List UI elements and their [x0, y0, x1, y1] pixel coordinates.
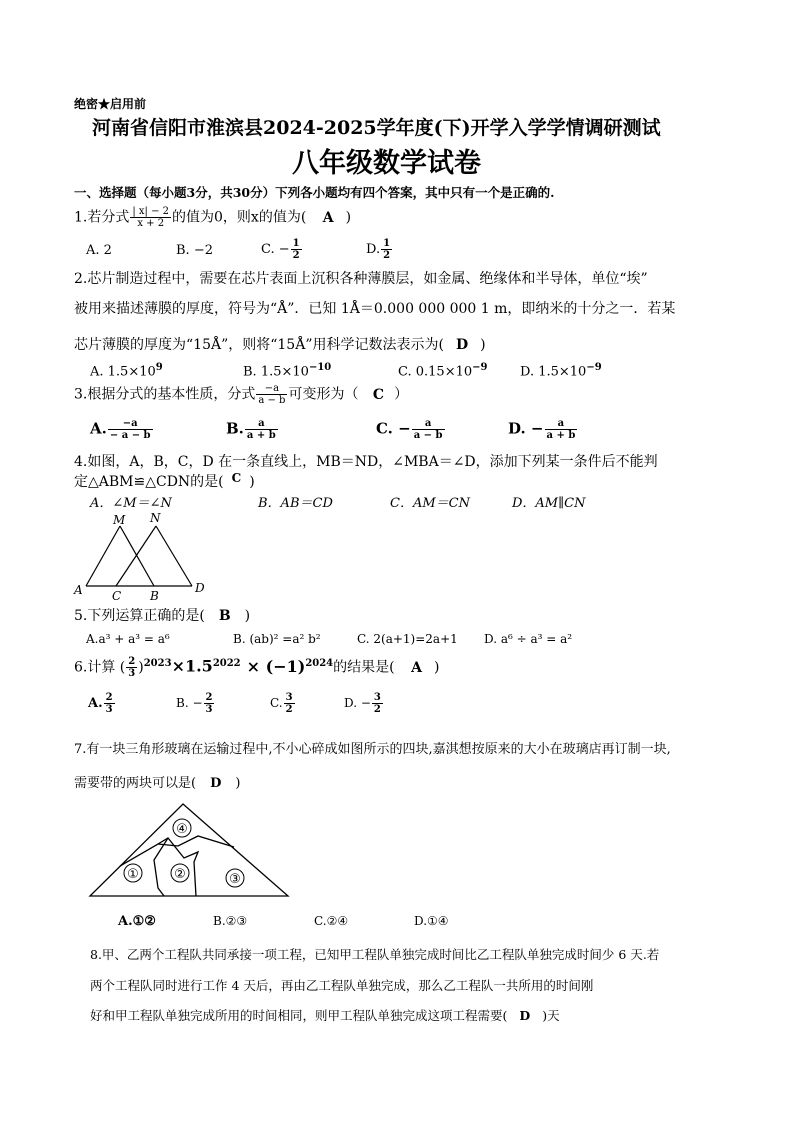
piece-2-label: ② — [174, 867, 186, 882]
q2-option-a[interactable]: A. $1.5\times 10^9$ — [90, 362, 163, 380]
question-2-line1: 2.芯片制造过程中，需要在芯片表面上沉积各种薄膜层，如金属、绝缘体和半导体，单位“埃” — [74, 271, 648, 287]
q4-option-b[interactable]: B．AB＝CD — [258, 496, 333, 511]
q5-option-d[interactable]: D. a⁶ ÷ a³ = a² — [484, 632, 573, 646]
piece-4-label: ④ — [176, 822, 188, 837]
exam-title: 河南省信阳市淮滨县2024-2025学年度(下)开学入学学情调研测试 — [92, 117, 661, 139]
q7-option-a[interactable]: A.①② — [118, 914, 156, 929]
q4-option-d[interactable]: D．AM∥CN — [512, 496, 586, 511]
question-4-line2: 定△ABM≌△CDN的是( C ) — [74, 471, 255, 490]
q5-option-c[interactable]: C. 2(a+1)=2a+1 — [357, 632, 458, 646]
q3-option-b[interactable]: B. $\frac{a}{a + b}$ — [226, 418, 276, 441]
question-7-line1: 7.有一块三角形玻璃在运输过程中,不小心碎成如图所示的四块,嘉淇想按原来的大小在玻璃店再订制一块, — [74, 742, 671, 757]
q4-option-a[interactable]: A．∠M＝∠N — [90, 496, 172, 511]
q6-option-b[interactable]: B. − $\frac{2}{3}$ — [176, 692, 213, 715]
q5-option-a[interactable]: A.a³ + a³ = a⁶ — [86, 632, 170, 646]
q5-option-b[interactable]: B. (ab)² =a² b² — [233, 632, 321, 646]
answer-6: A — [411, 659, 422, 676]
q6-option-c[interactable]: C. $\frac{3}{2}$ — [270, 692, 293, 715]
question-5: 5.下列运算正确的是( B ) — [74, 608, 251, 624]
q2-option-b[interactable]: B. $1.5\times 10^{-10}$ — [243, 362, 332, 380]
question-2-line3: 芯片薄膜的厚度为“15Å”，则将“15Å”用科学记数法表示为( D ) — [74, 337, 486, 353]
answer-5: B — [218, 608, 231, 624]
answer-4: C — [231, 471, 242, 485]
q3-option-a[interactable]: A. $\frac{-a}{- a - b}$ — [90, 418, 151, 441]
answer-2: D — [455, 337, 469, 353]
question-8-line3: 好和甲工程队单独完成所用的时间相同，则甲工程队单独完成这项工程需要( D )天 — [90, 1008, 560, 1023]
q2-option-d[interactable]: D. $1.5\times 10^{-9}$ — [520, 362, 602, 380]
broken-glass-figure — [86, 800, 296, 900]
exam-subtitle: 八年级数学试卷 — [292, 148, 481, 179]
label-a: A — [74, 583, 83, 597]
answer-7: D — [210, 776, 222, 791]
question-3: 3.根据分式的基本性质，分式 $\frac{-a}{a - b}$ 可变形为（ C ） — [74, 383, 409, 406]
label-d: D — [195, 581, 205, 595]
answer-3: C — [372, 386, 385, 403]
secret-label: 绝密★启用前 — [74, 97, 147, 111]
answer-8: D — [519, 1008, 531, 1023]
q4-option-c[interactable]: C．AM＝CN — [390, 496, 470, 511]
q1-option-c[interactable]: C. − $\frac{1}{2}$ — [261, 238, 300, 261]
triangles-figure — [70, 510, 220, 605]
q7-option-b[interactable]: B.②③ — [213, 914, 248, 928]
label-c: C — [112, 589, 122, 603]
question-4-line1: 4.如图，A，B，C，D 在一条直线上，MB＝ND，∠MBA＝∠D，添加下列某一条件后不能判 — [74, 454, 658, 470]
q1-option-d[interactable]: D. $\frac{1}{2}$ — [366, 238, 391, 261]
label-b: B — [150, 589, 159, 603]
question-8-line2: 两个工程队同时进行工作 4 天后，再由乙工程队单独完成，那么乙工程队一共所用的时间刚 — [90, 978, 594, 993]
q7-option-c[interactable]: C.②④ — [314, 914, 349, 928]
question-1: 1.若分式 $\frac{| x| - 2}{x + 2}$ 的值为0，则x的值为( A ) — [74, 206, 352, 229]
q2-option-c[interactable]: C. $0.15\times 10^{-9}$ — [398, 362, 488, 380]
q1-option-b[interactable]: B. −2 — [176, 243, 213, 258]
q6-option-a[interactable]: A. $\frac{2}{3}$ — [88, 692, 113, 715]
question-6: 6.计算 ( $\frac{2}{3}$ )$^{2023}\times 1.5^{2022} \times (-1)^{2024}$的结果是( A ) — [74, 656, 440, 679]
q6-option-d[interactable]: D. − $\frac{3}{2}$ — [344, 692, 381, 715]
q7-option-d[interactable]: D.①④ — [414, 914, 449, 928]
q3-option-c[interactable]: C. − $\frac{a}{a - b}$ — [376, 418, 443, 441]
label-m: M — [113, 513, 126, 527]
q1-option-a[interactable]: A. 2 — [86, 243, 112, 258]
q3-option-d[interactable]: D. − $\frac{a}{a + b}$ — [508, 418, 576, 441]
question-2-line2: 被用来描述薄膜的厚度，符号为“Å”．已知 1Å＝0.000 000 000 1 m，即纳米的十分之一．若某 — [74, 301, 676, 317]
piece-3-label: ③ — [229, 872, 241, 887]
label-n: N — [150, 511, 161, 525]
question-8-line1: 8.甲、乙两个工程队共同承接一项工程，已知甲工程队单独完成时间比乙工程队单独完成时间少 6 天.若 — [90, 947, 660, 962]
question-7-line2: 需要带的两块可以是( D ) — [74, 776, 241, 791]
section-heading: 一、选择题（每小题3分，共30分）下列各小题均有四个答案，其中只有一个是正确的. — [74, 185, 555, 200]
piece-1-label: ① — [127, 867, 139, 882]
answer-1: A — [322, 209, 334, 226]
